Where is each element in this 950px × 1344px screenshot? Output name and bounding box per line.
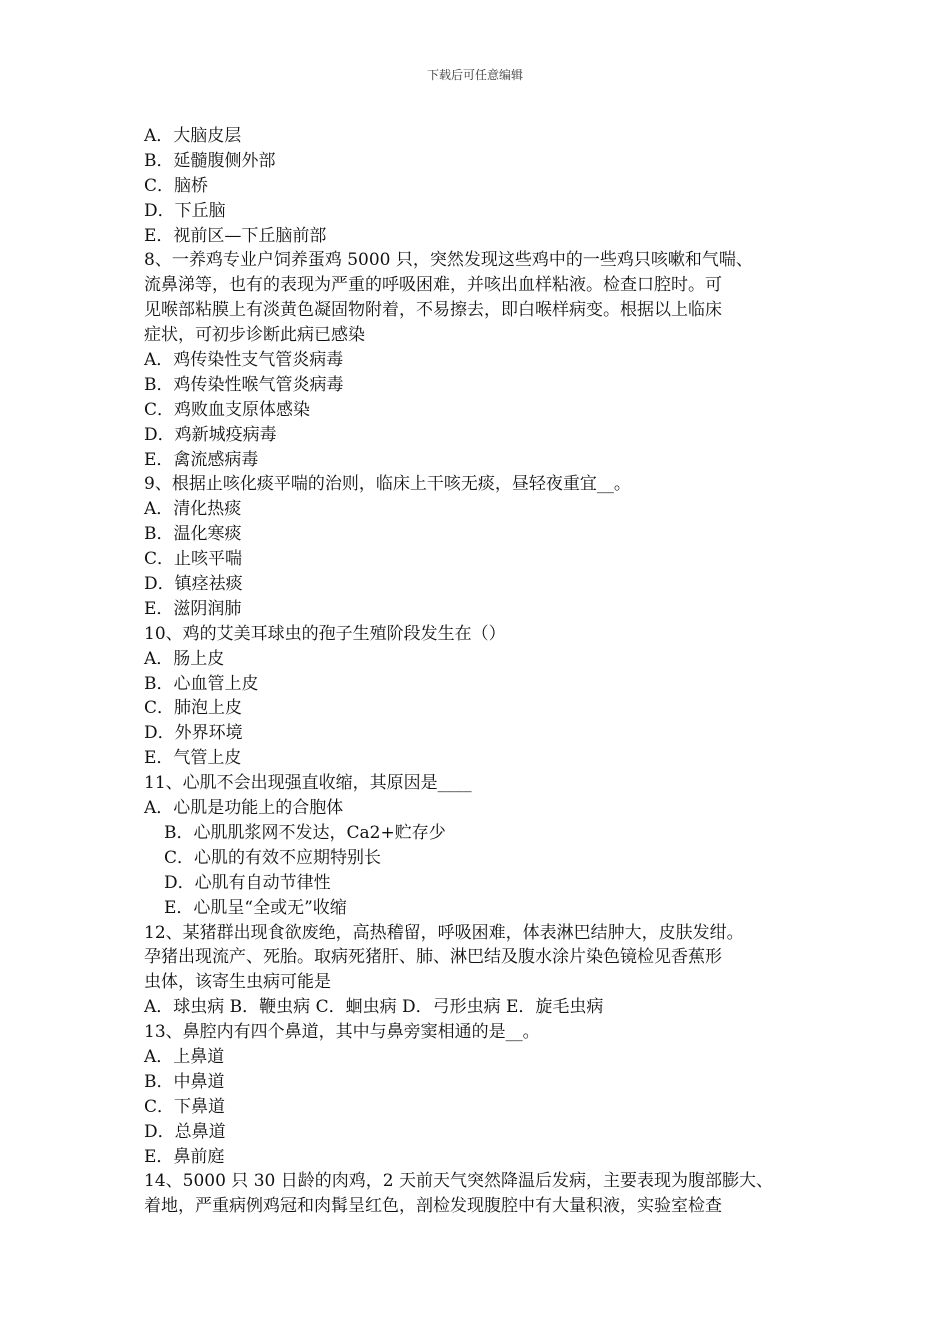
- text-line: 8、一养鸡专业户饲养蛋鸡 5000 只，突然发现这些鸡中的一些鸡只咳嗽和气喘、: [144, 250, 753, 271]
- text-line: C．下鼻道: [144, 1096, 226, 1117]
- text-line: 症状，可初步诊断此病已感染: [144, 325, 365, 346]
- text-line: 14、5000 只 30 日龄的肉鸡，2 天前天气突然降温后发病，主要表现为腹部膨大、: [144, 1171, 773, 1192]
- text-line: E．鼻前庭: [144, 1146, 225, 1167]
- text-line: D．鸡新城疫病毒: [144, 424, 277, 445]
- text-line: A．鸡传染性支气管炎病毒: [144, 350, 344, 371]
- text-line: A．上鼻道: [144, 1046, 225, 1067]
- document-body: [144, 124, 824, 1219]
- text-line: 流鼻涕等，也有的表现为严重的呼吸困难，并咳出血样粘液。检查口腔时。可: [144, 275, 722, 296]
- text-line: E．气管上皮: [144, 748, 242, 769]
- text-line: B．鸡传染性喉气管炎病毒: [144, 374, 344, 395]
- text-line: 12、某猪群出现食欲废绝，高热稽留，呼吸困难，体表淋巴结肿大，皮肤发绀。: [144, 922, 744, 943]
- text-line: C．鸡败血支原体感染: [144, 399, 311, 420]
- text-line: 11、心肌不会出现强直收缩，其原因是____: [144, 773, 472, 794]
- text-line: D．镇痉祛痰: [144, 574, 243, 595]
- text-line: C．心肌的有效不应期特别长: [164, 847, 382, 868]
- text-line: 9、根据止咳化痰平喘的治则，临床上干咳无痰，昼轻夜重宜__。: [144, 474, 631, 495]
- text-line: D．心肌有自动节律性: [164, 872, 331, 893]
- text-line: 13、鼻腔内有四个鼻道，其中与鼻旁窦相通的是__。: [144, 1022, 540, 1043]
- text-line: B．心血管上皮: [144, 673, 259, 694]
- text-line: A．清化热痰: [144, 499, 242, 520]
- text-line: 着地，严重病例鸡冠和肉髯呈红色，剖检发现腹腔中有大量积液，实验室检查: [144, 1196, 722, 1217]
- text-line: A．肠上皮: [144, 648, 225, 669]
- text-line: C．脑桥: [144, 175, 209, 196]
- text-line: A．球虫病 B．鞭虫病 C．蛔虫病 D．弓形虫病 E．旋毛虫病: [144, 997, 604, 1018]
- text-line: B．中鼻道: [144, 1071, 225, 1092]
- text-line: E．滋阴润肺: [144, 598, 242, 619]
- text-line: B．心肌肌浆网不发达，Ca2+贮存少: [164, 822, 446, 843]
- text-line: 10、鸡的艾美耳球虫的孢子生殖阶段发生在（）: [144, 623, 506, 644]
- text-line: D．总鼻道: [144, 1121, 226, 1142]
- text-line: A．心肌是功能上的合胞体: [144, 798, 344, 819]
- page-header: 下载后可任意编辑: [426, 68, 523, 82]
- text-line: C．肺泡上皮: [144, 698, 243, 719]
- text-line: B．温化寒痰: [144, 524, 242, 545]
- text-line: D．下丘脑: [144, 200, 226, 221]
- text-line: E．心肌呈“全或无”收缩: [164, 897, 347, 918]
- text-line: C．止咳平喘: [144, 549, 243, 570]
- text-line: 虫体，该寄生虫病可能是: [144, 972, 331, 993]
- text-line: 见喉部粘膜上有淡黄色凝固物附着，不易擦去，即白喉样病变。根据以上临床: [144, 300, 722, 321]
- text-line: E．禽流感病毒: [144, 449, 259, 470]
- text-line: E．视前区—下丘脑前部: [144, 225, 327, 246]
- text-line: 孕猪出现流产、死胎。取病死猪肝、肺、淋巴结及腹水涂片染色镜检见香蕉形: [144, 947, 722, 968]
- text-line: A．大脑皮层: [144, 126, 242, 146]
- text-line: B．延髓腹侧外部: [144, 150, 276, 171]
- text-line: D．外界环境: [144, 723, 243, 744]
